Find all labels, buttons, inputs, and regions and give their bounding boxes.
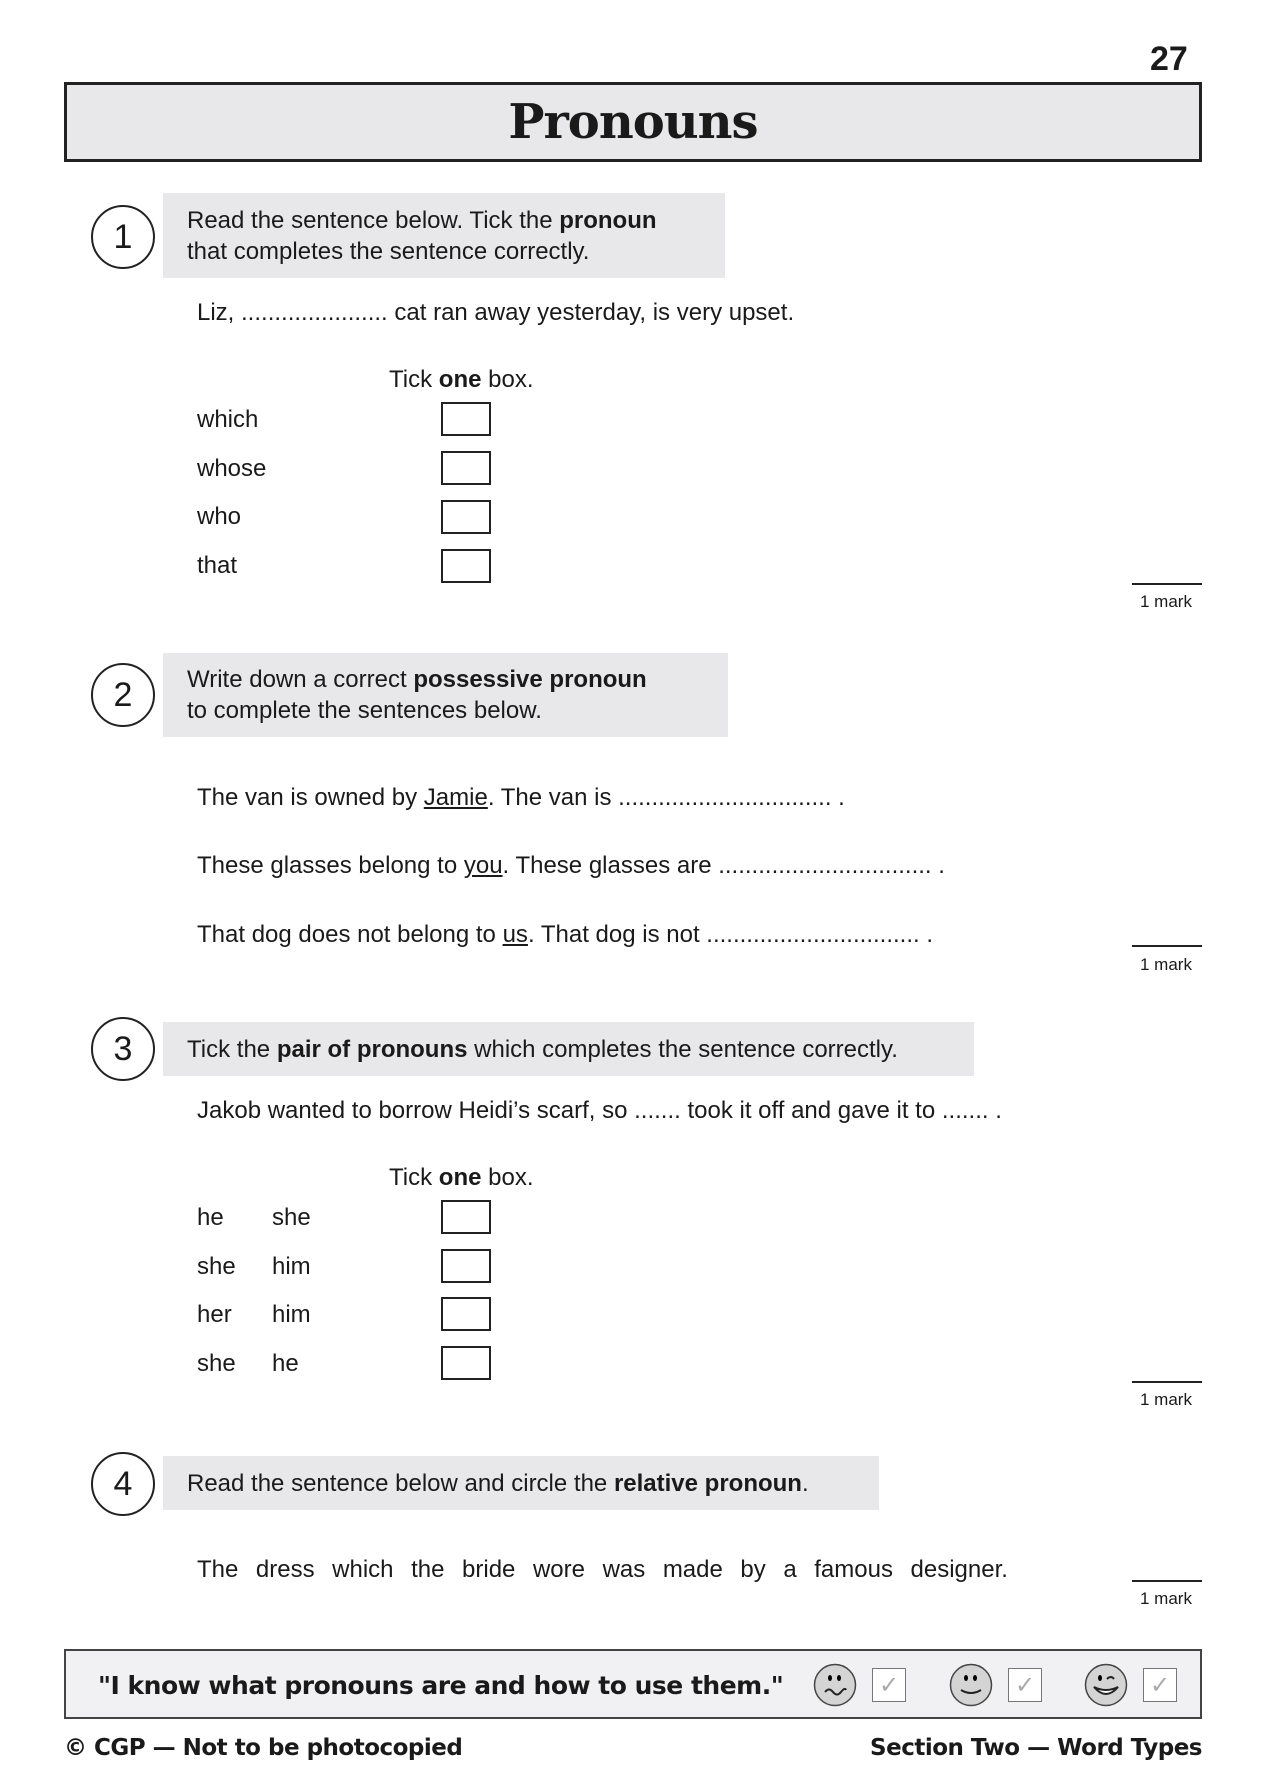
tick-one-instruction: Tick one box. bbox=[389, 1164, 534, 1191]
option-label: she bbox=[197, 1253, 236, 1280]
q4-instruction: Read the sentence below and circle the relative pronoun. bbox=[163, 1456, 879, 1510]
title-banner bbox=[64, 82, 1202, 162]
winking-face-icon bbox=[1084, 1663, 1128, 1707]
option-label: he bbox=[272, 1350, 299, 1377]
mark-label: 1 mark bbox=[1140, 1390, 1192, 1409]
option-label: him bbox=[272, 1253, 311, 1280]
answer-blank[interactable]: ................................ bbox=[706, 921, 920, 948]
word[interactable]: The bbox=[197, 1556, 239, 1583]
q2-line: The van is owned by Jamie. The van is ................................ . bbox=[197, 784, 845, 811]
sad-face-icon bbox=[813, 1663, 857, 1707]
tick-box[interactable] bbox=[441, 1346, 491, 1380]
option-label: which bbox=[197, 406, 259, 433]
word[interactable]: bride bbox=[462, 1556, 516, 1583]
page-number: 27 bbox=[1150, 40, 1188, 78]
option-label: she bbox=[197, 1350, 236, 1377]
option-label: he bbox=[197, 1204, 224, 1231]
tick-box[interactable]: ✓ bbox=[1008, 1668, 1042, 1702]
q1-instruction bbox=[163, 193, 725, 278]
mark-line bbox=[1132, 1381, 1202, 1383]
q2-instruction: Write down a correct possessive pronoun to complete the sentences below. bbox=[163, 653, 728, 737]
mark-label: 1 mark bbox=[1140, 1589, 1192, 1608]
instr-text: that completes the sentence correctly. bbox=[187, 237, 590, 265]
tick-box[interactable]: ✓ bbox=[872, 1668, 906, 1702]
word[interactable]: the bbox=[411, 1556, 445, 1583]
answer-blank[interactable]: ...................... bbox=[241, 299, 388, 326]
tick-box[interactable]: ✓ bbox=[1143, 1668, 1177, 1702]
q1-sentence: Liz, ...................... cat ran away yesterday, is very upset. bbox=[197, 299, 795, 326]
question-number-3: 3 bbox=[91, 1017, 155, 1081]
instr-bold: pronoun bbox=[559, 206, 657, 234]
tick-box[interactable] bbox=[441, 1249, 491, 1283]
question-number-1: 1 bbox=[91, 205, 155, 269]
question-number-4: 4 bbox=[91, 1452, 155, 1516]
question-number-2: 2 bbox=[91, 663, 155, 727]
option-label: who bbox=[197, 503, 242, 530]
word[interactable]: wore bbox=[532, 1556, 585, 1583]
option-label: her bbox=[197, 1301, 232, 1328]
q3-instruction: Tick the pair of pronouns which completes the sentence correctly. bbox=[163, 1022, 974, 1076]
instr-text: Read the sentence below. Tick the bbox=[187, 206, 560, 234]
tick-box[interactable] bbox=[441, 549, 491, 583]
self-assessment-bar bbox=[64, 1649, 1202, 1719]
mark-label: 1 mark bbox=[1140, 955, 1192, 974]
neutral-face-icon bbox=[949, 1663, 993, 1707]
q2-line: That dog does not belong to us. That dog is not ................................ . bbox=[197, 921, 933, 948]
option-label: whose bbox=[197, 455, 267, 482]
answer-blank[interactable]: ....... bbox=[941, 1097, 989, 1124]
answer-blank[interactable]: ................................ bbox=[718, 852, 932, 879]
mark-line bbox=[1132, 583, 1202, 585]
word[interactable]: designer. bbox=[910, 1556, 1008, 1583]
word[interactable]: by bbox=[740, 1556, 766, 1583]
word[interactable]: made bbox=[662, 1556, 723, 1583]
word[interactable]: which bbox=[332, 1556, 394, 1583]
self-assessment-quote: "I know what pronouns are and how to use them." bbox=[98, 1671, 784, 1700]
section-label: Section Two — Word Types bbox=[870, 1735, 1202, 1761]
option-label: she bbox=[272, 1204, 311, 1231]
tick-box[interactable] bbox=[441, 500, 491, 534]
q2-line: These glasses belong to you. These glasses are ................................ . bbox=[197, 852, 945, 879]
mark-line bbox=[1132, 945, 1202, 947]
tick-box[interactable] bbox=[441, 1200, 491, 1234]
word[interactable]: dress bbox=[255, 1556, 315, 1583]
tick-box[interactable] bbox=[441, 402, 491, 436]
copyright-notice: © CGP — Not to be photocopied bbox=[64, 1735, 463, 1761]
word[interactable]: was bbox=[602, 1556, 646, 1583]
q4-sentence bbox=[197, 1556, 1008, 1584]
word[interactable]: famous bbox=[814, 1556, 893, 1583]
answer-blank[interactable]: ....... bbox=[634, 1097, 681, 1124]
mark-label: 1 mark bbox=[1140, 592, 1192, 611]
word[interactable]: a bbox=[783, 1556, 797, 1583]
q3-sentence: Jakob wanted to borrow Heidi’s scarf, so ....... took it off and gave it to ....... . bbox=[197, 1097, 1002, 1124]
tick-box[interactable] bbox=[441, 1297, 491, 1331]
mark-line bbox=[1132, 1580, 1202, 1582]
option-label: that bbox=[197, 552, 238, 579]
option-label: him bbox=[272, 1301, 311, 1328]
tick-one-instruction: Tick one box. bbox=[389, 366, 534, 393]
page-title: Pronouns bbox=[508, 94, 758, 150]
tick-box[interactable] bbox=[441, 451, 491, 485]
answer-blank[interactable]: ................................ bbox=[618, 784, 832, 811]
